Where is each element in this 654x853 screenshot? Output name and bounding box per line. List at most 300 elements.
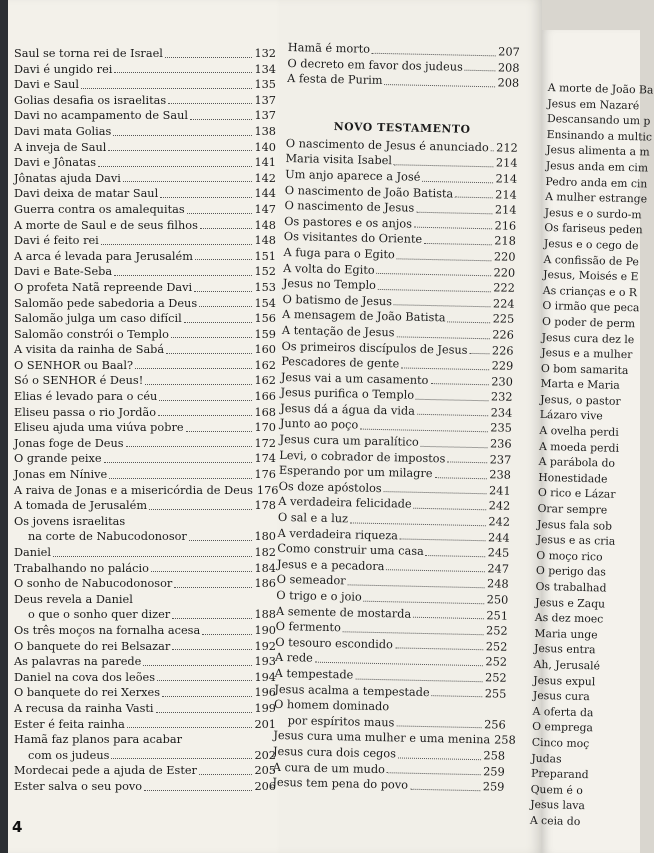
dot-leader — [145, 383, 252, 385]
toc-entry-page: 256 — [484, 718, 506, 732]
toc-entry-partial: O moço rico — [536, 548, 603, 564]
toc-entry-title: As palavras na parede — [14, 655, 142, 669]
toc-entry-partial: Jesus alimenta a m — [546, 143, 650, 159]
toc-entry-title: Jesus cura uma mulher e uma menina — [273, 729, 491, 747]
toc-entry-page: 160 — [254, 343, 276, 357]
toc-entry — [14, 420, 276, 436]
toc-entry-page: 224 — [492, 297, 515, 311]
dot-leader — [417, 413, 489, 417]
toc-entry-partial: Jesus anda em cim — [545, 158, 649, 175]
toc-entry-page: 193 — [254, 655, 276, 669]
toc-entry-page: 208 — [497, 60, 520, 75]
toc-entry-title: A morte de Saul e de seus filhos — [14, 218, 198, 232]
toc-entry — [14, 358, 276, 374]
dot-leader — [101, 243, 253, 245]
toc-entry-title: Junto ao poço — [279, 417, 359, 433]
dot-leader — [416, 398, 489, 402]
toc-entry-partial: A oferta da — [532, 704, 594, 720]
toc-entry-partial: Os trabalhad — [535, 579, 607, 595]
dot-leader — [430, 382, 489, 385]
toc-entry — [14, 732, 276, 748]
dot-leader — [104, 461, 253, 463]
toc-entry-partial: Preparand — [530, 766, 589, 782]
toc-entry-title: Os visitantes do Oriente — [283, 230, 423, 247]
toc-right-column — [529, 80, 654, 831]
dot-leader — [343, 630, 484, 635]
dot-leader — [377, 272, 492, 276]
toc-entry-partial: Jesus lava — [530, 798, 586, 813]
toc-entry-title: Esperando por um milagre — [278, 464, 433, 481]
toc-entry — [14, 296, 276, 312]
toc-entry-page: 137 — [254, 93, 276, 107]
dot-leader — [398, 756, 482, 760]
toc-entry-title: Trabalhando no palácio — [14, 561, 149, 575]
toc-entry-page: 236 — [489, 437, 512, 451]
dot-leader — [123, 180, 253, 182]
toc-entry-partial: Jesus, o pastor — [540, 392, 621, 408]
toc-entry-page: 222 — [493, 281, 515, 295]
dot-leader — [172, 648, 252, 650]
toc-entry — [14, 436, 276, 452]
dot-leader — [143, 664, 252, 666]
toc-entry-page: 237 — [489, 452, 512, 467]
toc-entry — [14, 249, 276, 265]
toc-entry-title: Jesus vai a um casamento — [280, 370, 429, 387]
toc-entry-page: 205 — [254, 764, 276, 778]
dot-leader — [135, 602, 274, 603]
toc-entry — [14, 748, 276, 764]
toc-entry-page: 220 — [493, 265, 516, 280]
toc-entry-title: Salomão pede sabedoria a Deus — [14, 296, 198, 310]
dot-leader — [159, 399, 252, 401]
toc-entry-page: 148 — [254, 218, 276, 232]
dot-leader — [448, 320, 491, 323]
toc-entry-partial: As dez moec — [534, 611, 604, 626]
toc-entry-title: Deus revela a Daniel — [14, 592, 133, 606]
toc-entry-title: Jesus cura um paralítico — [279, 432, 419, 449]
toc-entry — [14, 623, 276, 639]
toc-entry-page: 255 — [484, 686, 507, 701]
toc-entry — [14, 342, 276, 358]
toc-entry-page: 154 — [254, 296, 276, 310]
toc-entry-title: A festa de Purim — [287, 72, 383, 88]
dot-leader — [434, 476, 487, 479]
toc-entry-partial: Cinco moç — [531, 735, 590, 751]
toc-entry-page: 137 — [254, 109, 276, 123]
dot-leader — [394, 163, 494, 167]
toc-entry-partial: O rico e Lázar — [537, 486, 616, 502]
toc-entry — [14, 124, 276, 140]
toc-entry — [14, 654, 276, 670]
dot-leader — [149, 508, 252, 510]
dot-leader — [413, 616, 484, 619]
toc-entry-title: Jesus tem pena do povo — [272, 775, 409, 792]
toc-entry — [14, 514, 276, 530]
toc-entry-title: Jesus dá a água da vida — [280, 401, 416, 418]
dot-leader — [202, 633, 252, 635]
toc-entry-title: O fermento — [275, 620, 341, 635]
dot-leader — [414, 226, 493, 230]
toc-entry-page: 176 — [254, 468, 276, 482]
dot-leader — [347, 583, 485, 588]
dot-leader — [126, 445, 253, 447]
toc-entry-title: Os três moços na fornalha acesa — [14, 623, 201, 637]
toc-entry-page: 244 — [487, 530, 510, 545]
toc-entry-title: O nascimento de Jesus é anunciado — [285, 136, 489, 155]
toc-entry-partial: A ceia do — [529, 813, 581, 828]
toc-entry-title: Jesus no Templo — [282, 277, 377, 293]
book-cover-edge — [0, 0, 8, 853]
toc-entry-page: 225 — [492, 312, 515, 327]
toc-entry-page: 206 — [254, 779, 276, 793]
dot-leader — [350, 521, 486, 526]
toc-entry-page: 142 — [254, 171, 276, 185]
toc-entry-page: 251 — [486, 608, 509, 623]
toc-entry — [14, 717, 276, 733]
toc-entry-page: 134 — [254, 62, 276, 76]
toc-entry-page: 180 — [254, 530, 276, 544]
dot-leader — [386, 569, 485, 573]
dot-leader — [395, 647, 484, 651]
toc-entry-page: 178 — [254, 499, 276, 513]
toc-entry-page: 214 — [495, 172, 518, 186]
toc-entry-page: 201 — [254, 717, 276, 731]
toc-entry-title: O nascimento de Jesus — [284, 199, 415, 215]
toc-entry — [14, 46, 276, 62]
toc-entry-partial: Jesus cura — [532, 688, 590, 704]
toc-entry-partial: Jesus e Zaqu — [535, 595, 606, 611]
dot-leader — [447, 461, 487, 464]
toc-middle-entries — [272, 136, 518, 796]
toc-entry-title: O nascimento de João Batista — [284, 183, 454, 201]
dot-leader — [186, 430, 253, 432]
toc-entry — [14, 233, 276, 249]
toc-entry-page: 174 — [254, 452, 276, 466]
dot-leader — [109, 477, 252, 479]
section-heading: NOVO TESTAMENTO — [333, 119, 471, 136]
toc-entry-title: Eliseu ajuda uma viúva pobre — [14, 421, 184, 435]
toc-entry — [14, 77, 276, 93]
toc-entry-title: A visita da rainha de Sabá — [14, 343, 165, 357]
toc-entry-title: O sal e a luz — [277, 510, 349, 526]
toc-entry — [14, 93, 276, 109]
toc-entry-title: com os judeus — [28, 748, 110, 762]
dot-leader — [108, 149, 252, 151]
dot-leader — [424, 242, 492, 245]
toc-entry-page: 214 — [495, 187, 517, 202]
toc-entry-partial: O bom samarita — [540, 361, 629, 377]
toc-entry-partial: Jesus expul — [533, 673, 596, 688]
dot-leader — [157, 679, 252, 681]
toc-entry-page: 186 — [254, 577, 276, 591]
toc-entry-page: 166 — [254, 390, 276, 404]
toc-entry-page: 212 — [496, 141, 518, 155]
toc-entry-partial: A confissão de Pe — [543, 252, 640, 268]
toc-entry-page: 216 — [494, 219, 517, 233]
toc-entry-partial: A ovelha perdi — [539, 423, 619, 439]
toc-entry — [14, 155, 276, 171]
toc-entry — [14, 701, 276, 717]
dot-leader — [469, 352, 489, 354]
toc-entry — [14, 545, 276, 561]
toc-entry-page: 182 — [254, 546, 276, 559]
toc-entry — [14, 373, 276, 389]
toc-entry-partial: Jesus entra — [533, 642, 596, 657]
dot-leader — [491, 150, 495, 152]
toc-entry — [14, 467, 276, 483]
dot-leader — [396, 725, 482, 729]
toc-entry-page: 242 — [488, 499, 511, 514]
toc-entry-page: 245 — [487, 546, 510, 560]
toc-entry-title: O semeador — [276, 573, 346, 588]
toc-entry-page: 259 — [483, 764, 505, 779]
dot-leader — [372, 51, 496, 56]
dot-leader — [384, 491, 487, 495]
dot-leader — [465, 69, 496, 72]
toc-entry-page: 258 — [483, 749, 506, 763]
toc-entry-title: Jesus cura dois cegos — [272, 744, 397, 761]
dot-leader — [199, 773, 252, 775]
toc-entry-title: Davi é feito rei — [14, 234, 99, 248]
toc-entry-title: O banquete do rei Belsazar — [14, 639, 171, 653]
dot-leader — [156, 711, 253, 713]
toc-entry-partial: A morte de João Ba — [547, 80, 654, 97]
toc-entry-title: O decreto em favor dos judeus — [287, 56, 464, 74]
toc-entry-page: 132 — [254, 47, 276, 60]
toc-entry-title: Davi mata Golias — [14, 124, 112, 138]
toc-entry — [14, 529, 276, 545]
toc-entry-partial: O emprega — [532, 720, 594, 735]
toc-entry-partial: O perigo das — [535, 564, 607, 579]
toc-entry-title: Daniel na cova dos leões — [14, 670, 156, 684]
dot-leader — [158, 414, 252, 416]
toc-entry-title: Maria visita Isabel — [285, 152, 393, 168]
toc-entry-page: 148 — [254, 234, 276, 248]
dot-leader — [144, 789, 252, 791]
toc-entry — [14, 140, 276, 156]
dot-leader — [400, 538, 486, 542]
dot-leader — [364, 599, 485, 604]
toc-entry-page: 199 — [254, 701, 276, 715]
toc-entry-page: 159 — [254, 327, 276, 341]
toc-entry-page: 172 — [254, 436, 276, 450]
toc-entry-page: 226 — [492, 328, 515, 342]
toc-entry-title: Os doze apóstolos — [278, 479, 382, 495]
toc-entry-page: 176 — [256, 483, 279, 497]
toc-entry-title: O batismo de Jesus — [282, 292, 393, 308]
dot-leader — [401, 366, 489, 370]
toc-entry-page: 252 — [485, 640, 508, 654]
dot-leader — [113, 134, 252, 136]
toc-entry — [14, 592, 276, 608]
toc-entry-title: Mordecai pede a ajuda de Ester — [14, 764, 197, 778]
toc-entry-page: 196 — [254, 686, 276, 700]
toc-entry-page: 207 — [498, 45, 520, 59]
toc-entry-title: Um anjo aparece a José — [285, 167, 421, 184]
toc-entry-title: O banquete do rei Xerxes — [14, 686, 160, 700]
toc-entry-title: A verdadeira felicidade — [278, 495, 412, 512]
dot-leader — [396, 335, 490, 339]
toc-entry-page: 184 — [254, 561, 276, 575]
dot-leader — [200, 227, 253, 229]
toc-entry-title: Saul se torna rei de Israel — [14, 47, 163, 60]
toc-entry-partial: Jesus, Moisés e E — [543, 268, 639, 284]
toc-entry-page: 220 — [493, 250, 516, 264]
toc-entry-title: Como construir uma casa — [277, 542, 424, 559]
toc-entry-page: 259 — [482, 780, 505, 794]
toc-entry-page: 234 — [490, 406, 513, 420]
dot-leader — [410, 787, 481, 790]
toc-entry-page: 168 — [254, 405, 276, 419]
toc-entry-title: Os pastores e os anjos — [284, 214, 413, 231]
dot-leader — [172, 617, 252, 619]
toc-entry-page: 156 — [254, 312, 276, 326]
toc-entry-partial: Pedro anda em cin — [545, 174, 648, 191]
toc-entry-page: 241 — [488, 484, 511, 498]
toc-entry-partial: As crianças e o R — [542, 283, 638, 299]
toc-entry-page: 214 — [494, 203, 517, 217]
toc-entry-title: Ester salva o seu povo — [14, 779, 143, 793]
dot-leader — [391, 710, 504, 713]
toc-entry-page: 162 — [254, 358, 276, 372]
dot-leader — [162, 695, 252, 697]
toc-entry-title: O SENHOR ou Baal? — [14, 358, 134, 372]
toc-entry-title: Hamã é morto — [287, 40, 371, 56]
toc-entry-page: 250 — [486, 593, 509, 607]
dot-leader — [127, 726, 253, 728]
toc-entry-title: Salomão constrói o Templo — [14, 327, 169, 341]
toc-entry-partial: A mulher estrange — [544, 190, 648, 206]
dot-leader — [416, 210, 493, 214]
toc-entry-title: Jônatas ajuda Davi — [14, 171, 121, 185]
dot-leader — [194, 290, 252, 292]
toc-entry-partial: Jesus cura dez le — [541, 330, 635, 346]
dot-leader — [160, 196, 252, 198]
dot-leader — [455, 196, 493, 199]
toc-entry — [14, 218, 276, 234]
toc-entry-page: 141 — [254, 156, 276, 170]
toc-entry-page: 252 — [484, 671, 507, 685]
toc-entry-title: A tomada de Jerusalém — [14, 499, 148, 513]
dot-leader — [195, 258, 253, 260]
toc-middle-column — [272, 40, 520, 795]
page-number: 4 — [12, 818, 23, 836]
toc-entry — [14, 171, 276, 187]
toc-entry-title: o que o sonho quer dizer — [28, 608, 171, 622]
toc-entry — [14, 561, 276, 577]
toc-entry — [14, 576, 276, 592]
toc-entry-partial: Jesus e o surdo-m — [544, 205, 642, 222]
toc-entry-title: O trigo e o joio — [276, 588, 362, 604]
toc-entry — [14, 763, 276, 779]
toc-entry-title: Elias é levado para o céu — [14, 390, 158, 404]
toc-entry — [14, 639, 276, 655]
dot-leader — [174, 586, 252, 588]
dot-leader — [53, 555, 252, 557]
toc-entry — [14, 62, 276, 78]
toc-entry-page: 202 — [254, 748, 276, 762]
toc-entry-title: A semente de mostarda — [275, 604, 412, 621]
dot-leader — [168, 102, 252, 104]
toc-entry-page: 242 — [488, 515, 511, 529]
toc-entry — [14, 202, 276, 218]
toc-entry-title: O profeta Natã repreende Davi — [14, 280, 193, 294]
toc-entry-title: Davi e Saul — [14, 78, 80, 92]
toc-entry-page: 229 — [491, 359, 514, 373]
toc-entry-page: 214 — [495, 156, 518, 171]
toc-entry-page: 194 — [254, 670, 276, 684]
dot-leader — [421, 445, 488, 448]
dot-leader — [187, 212, 253, 214]
toc-entry-page: 138 — [254, 124, 276, 138]
toc-entry-title: A verdadeira riqueza — [277, 526, 399, 543]
toc-entry-title: A rede — [274, 651, 313, 666]
toc-entry-page: 188 — [254, 608, 276, 622]
toc-entry-page: 135 — [254, 78, 276, 92]
toc-entry-title: Davi e Bate-Seba — [14, 265, 113, 279]
toc-entry-page: 247 — [487, 562, 510, 576]
toc-entry-title: O grande peixe — [14, 452, 102, 466]
toc-entry-partial: Os fariseus peden — [544, 221, 643, 237]
dot-leader — [190, 118, 252, 120]
toc-entry-page: 248 — [486, 577, 509, 592]
toc-entry — [14, 607, 276, 623]
toc-entry — [14, 670, 276, 686]
dot-leader — [387, 771, 481, 775]
toc-entry-title: A tempestade — [274, 666, 354, 682]
toc-entry-partial: Jesus em Nazaré — [547, 96, 640, 112]
toc-entry-partial: Judas — [531, 751, 562, 766]
toc-entry-partial: Maria unge — [534, 626, 598, 642]
toc-entry-partial: Quem é o — [530, 782, 584, 797]
toc-entry-title: Davi no acampamento de Saul — [14, 109, 188, 123]
dot-leader — [378, 288, 491, 292]
toc-entry-title: A raiva de Jonas e a misericórdia de Deus — [14, 483, 253, 497]
toc-entry-page: 238 — [489, 468, 512, 483]
toc-entry-partial: Jesus fala sob — [536, 517, 613, 533]
toc-entry-page: 252 — [485, 655, 508, 670]
toc-entry-title: O sonho de Nabucodonosor — [14, 577, 173, 591]
dot-leader — [114, 71, 252, 73]
toc-entry-page: 152 — [254, 265, 276, 279]
toc-entry-partial: Jesus e as cria — [536, 533, 616, 548]
toc-entry-partial: Lázaro vive — [539, 408, 603, 423]
toc-entry — [14, 685, 276, 701]
dot-leader — [422, 179, 493, 182]
dot-leader — [414, 507, 487, 511]
toc-entry-title: Jonas em Nínive — [14, 468, 108, 482]
toc-entry-title: Hamã faz planos para acabar — [14, 733, 182, 747]
toc-entry-page: 170 — [254, 421, 276, 435]
toc-entry-title: Eliseu passa o rio Jordão — [14, 405, 157, 419]
dot-leader — [397, 257, 492, 261]
toc-entry-title: A mensagem de João Batista — [282, 308, 446, 325]
toc-entry-title: Os primeiros discípulos de Jesus — [281, 339, 468, 357]
dot-leader — [199, 305, 252, 307]
toc-entry-partial: O irmão que peca — [542, 299, 640, 315]
dot-leader — [81, 87, 252, 89]
toc-entry-page: 232 — [490, 390, 513, 405]
toc-entry — [14, 108, 276, 124]
toc-entry-title: Guerra contra os amalequitas — [14, 202, 185, 216]
toc-entry-title: Davi é ungido rei — [14, 62, 113, 76]
toc-entry — [14, 451, 276, 467]
toc-entry — [14, 779, 276, 795]
toc-entry-page: 153 — [254, 280, 276, 294]
dot-leader — [184, 743, 274, 744]
toc-entry — [14, 264, 276, 280]
toc-entry-title: A arca é levada para Jerusalém — [14, 249, 193, 263]
